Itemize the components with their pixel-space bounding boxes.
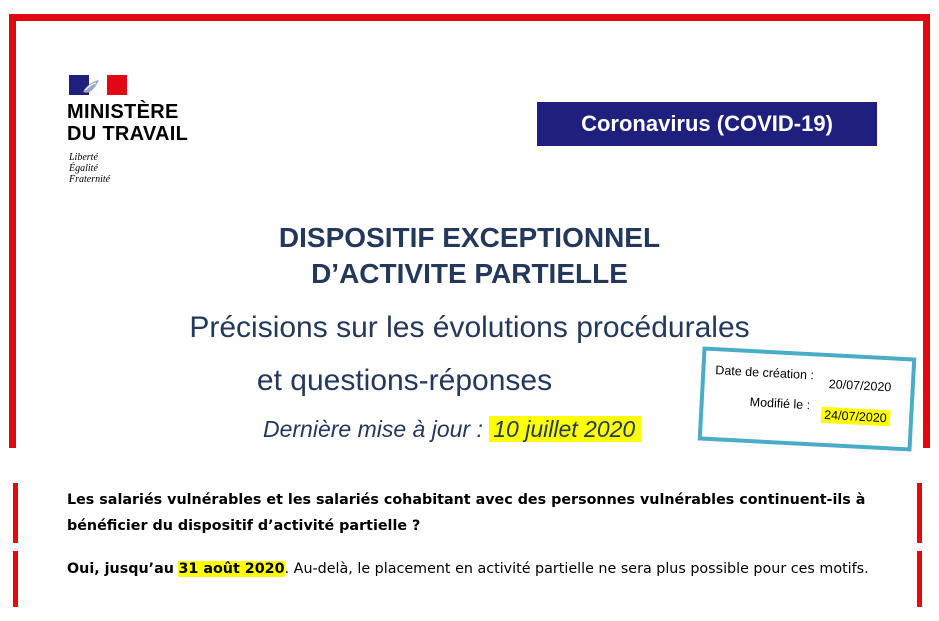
faq-question: Les salariés vulnérables et les salariés cohabitant avec des personnes vulnérables continuent-ils à bénéficier du dispositif d’activité partielle ? [67, 492, 866, 534]
creation-date-value: 20/07/2020 [828, 377, 892, 395]
last-update [263, 416, 641, 443]
document-subtitle-line1: Précisions sur les évolutions procédurales [189, 311, 750, 344]
frame-left-segment [13, 483, 18, 543]
marianne-flag-icon [69, 75, 127, 95]
document-dates-box [698, 346, 917, 451]
document-subtitle-line2: et questions-réponses [256, 364, 553, 397]
last-update-label: Dernière mise à jour : [263, 416, 483, 442]
frame-right-segment [917, 483, 922, 543]
faq-answer [67, 556, 907, 582]
covid-badge: Coronavirus (COVID-19) [537, 102, 877, 146]
ministry-name [67, 101, 188, 145]
republic-motto [69, 152, 110, 185]
faq-answer-suffix: . Au-delà, le placement en activité partielle ne sera plus possible pour ces motifs. [284, 561, 869, 577]
document-title-line2: D’ACTIVITE PARTIELLE [311, 258, 628, 289]
frame-top-border [9, 14, 930, 21]
creation-date-label: Date de création : [715, 363, 815, 383]
motto-liberte: Liberté [69, 152, 98, 163]
modified-date-label: Modifié le : [749, 395, 811, 413]
motto-egalite: Égalité [69, 163, 98, 174]
document-title [0, 220, 939, 292]
ministry-name-line1: MINISTÈRE [67, 101, 179, 123]
frame-right-segment [917, 551, 922, 607]
last-update-date: 10 juillet 2020 [489, 416, 641, 442]
frame-left-segment [13, 551, 18, 607]
ministry-name-line2: DU TRAVAIL [67, 123, 189, 145]
faq-answer-prefix: Oui, jusqu’au [67, 561, 174, 577]
document-title-line1: DISPOSITIF EXCEPTIONNEL [278, 222, 661, 253]
faq-answer-date: 31 août 2020 [178, 561, 285, 577]
motto-fraternite: Fraternité [69, 174, 111, 185]
modified-date-value: 24/07/2020 [821, 407, 890, 427]
